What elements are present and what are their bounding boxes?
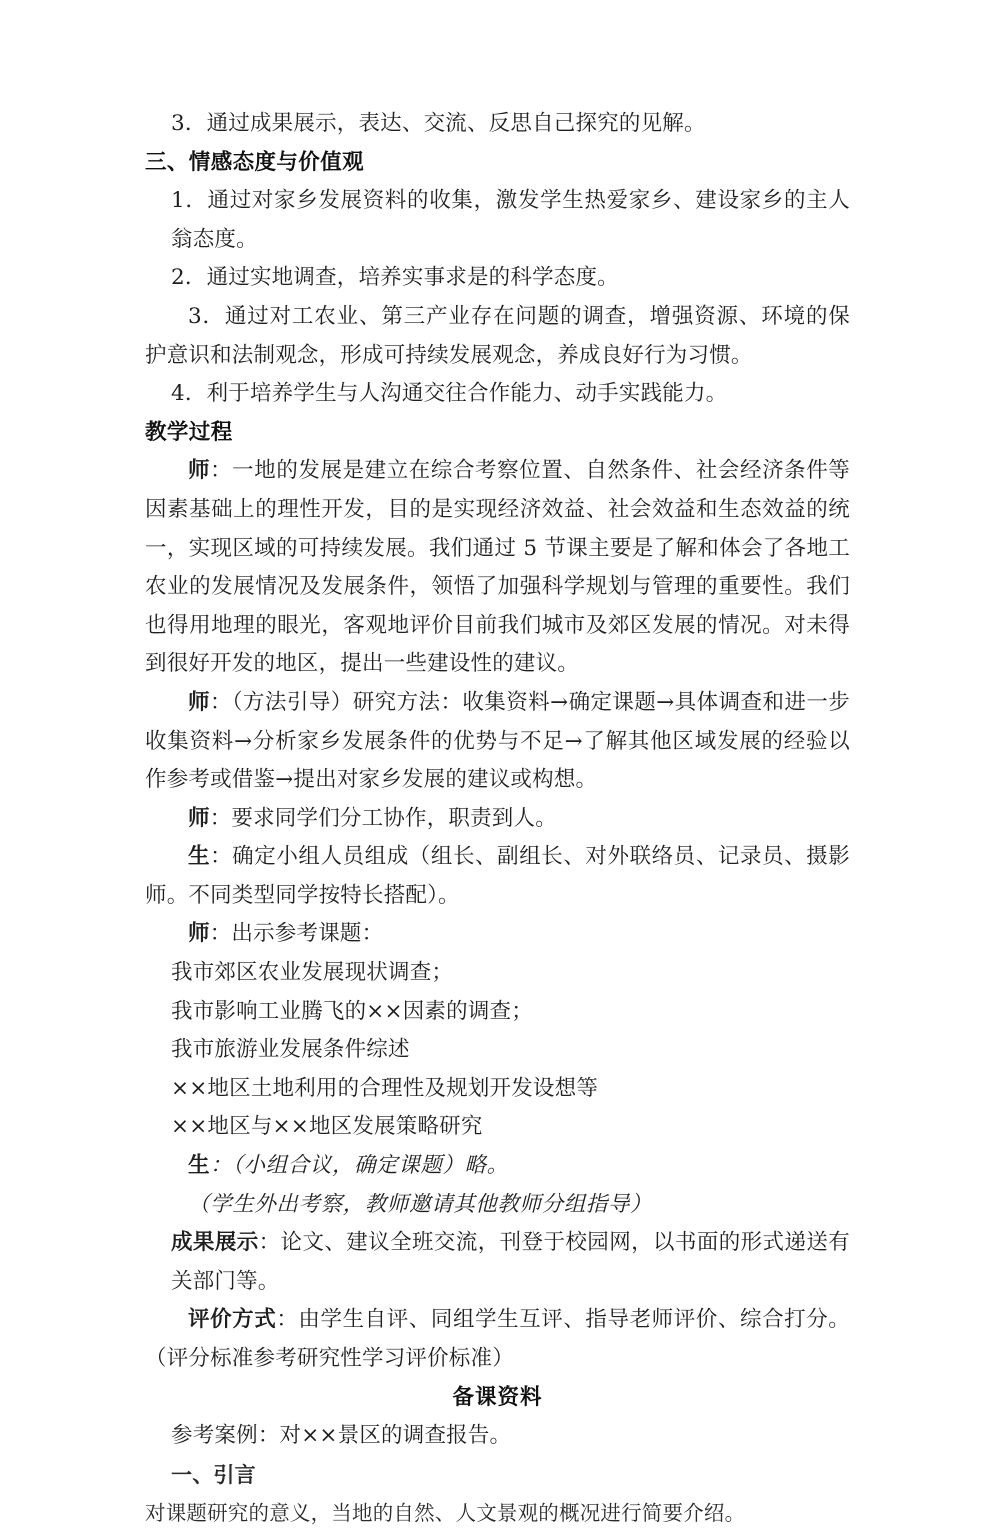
paragraph-student-decide-text: ：（小组合议，确定课题）略。 bbox=[210, 1153, 509, 1179]
paragraph-division-of-labor bbox=[145, 800, 850, 839]
paragraph-show-topics-text: ：出示参考课题： bbox=[209, 921, 384, 947]
paragraph-student-decide bbox=[145, 1147, 850, 1186]
paragraph-research-method-text: ：（方法引导）研究方法：收集资料→确定课题→具体调查和进一步收集资料→分析家乡发展条件的优势与不足→了解其他区域发展的经验以作参考或借鉴→提出对家乡发展的建议或构想。 bbox=[145, 689, 850, 793]
topic-list-item: 我市影响工业腾飞的××因素的调查； bbox=[171, 998, 533, 1024]
paragraph-results-display-text: ：论文、建议全班交流，刊登于校园网，以书面的形式递送有关部门等。 bbox=[171, 1230, 850, 1294]
paragraph-field-trip-note: （学生外出考察，教师邀请其他教师分组指导） bbox=[188, 1191, 653, 1217]
paragraph-division-text: ：要求同学们分工协作，职责到人。 bbox=[209, 805, 557, 831]
paragraph-teacher-intro-text: ：一地的发展是建立在综合考察位置、自然条件、社会经济条件等因素基础上的理性开发，目的是实现经济效益、社会效益和生态效益的统一，实现区域的可持续发展。我们通过 5 节课主要是了解和体会了各地工农业的发展情况及发展条件，领悟了加强科学规划与管理的重要性。我们也得用地理的眼光，客观地评价目前我们城市及郊区发展的情况。对未得到很好开发的地区，提出一些建设性的建议。 bbox=[145, 458, 851, 677]
paragraph-research-method bbox=[145, 684, 850, 800]
attitude-item-4: 4．利于培养学生与人沟通交往合作能力、动手实践能力。 bbox=[171, 381, 728, 407]
section-heading-attitudes: 三、情感态度与价值观 bbox=[145, 149, 365, 175]
label-results-display: 成果展示 bbox=[171, 1230, 259, 1256]
attitude-item-1: 1．通过对家乡发展资料的收集，激发学生热爱家乡、建设家乡的主人翁态度。 bbox=[171, 188, 850, 252]
speaker-label-teacher-division: 师 bbox=[188, 805, 210, 831]
topic-list-item: ××地区与××地区发展策略研究 bbox=[171, 1114, 483, 1140]
attitude-item-3: 3．通过对工农业、第三产业存在问题的调查，增强资源、环境的保护意识和法制观念，形成可持续发展观念，养成良好行为习惯。 bbox=[145, 303, 850, 368]
paragraph-reference-case-text: ：对××景区的调查报告。 bbox=[257, 1423, 512, 1449]
label-reference-case: 参考案例 bbox=[171, 1423, 258, 1449]
speaker-label-teacher: 师 bbox=[188, 458, 211, 484]
paragraph-student-group bbox=[145, 838, 850, 915]
section-heading-prep-materials: 备课资料 bbox=[452, 1384, 543, 1410]
section-heading-introduction: 一、引言 bbox=[171, 1462, 256, 1487]
paragraph-evaluation-method-text: ：由学生自评、同组学生互评、指导老师评价、综合打分。（评分标准参考研究性学习评价标准） bbox=[145, 1307, 851, 1371]
paragraph-student-group-text: ：确定小组人员组成（组长、副组长、对外联络员、记录员、摄影师。不同类型同学按特长搭配）。 bbox=[145, 844, 851, 908]
objective-item-3: 3．通过成果展示，表达、交流、反思自己探究的见解。 bbox=[171, 111, 706, 136]
speaker-label-student-group: 生 bbox=[188, 844, 211, 870]
speaker-label-teacher-topics: 师 bbox=[188, 921, 210, 947]
label-evaluation-method: 评价方式 bbox=[188, 1307, 277, 1333]
document-body bbox=[145, 105, 850, 1533]
paragraph-teacher-intro bbox=[145, 452, 850, 684]
topic-list-item: ××地区土地利用的合理性及规划开发设想等 bbox=[171, 1075, 599, 1101]
paragraph-reference-case bbox=[145, 1417, 850, 1456]
attitude-item-2: 2．通过实地调查，培养实事求是的科学态度。 bbox=[171, 265, 619, 291]
paragraph-results-display bbox=[145, 1224, 850, 1301]
topic-list-item: 我市郊区农业发展现状调查； bbox=[171, 960, 454, 986]
section-heading-teaching-process: 教学过程 bbox=[145, 419, 233, 445]
speaker-label-teacher-method: 师 bbox=[188, 689, 210, 715]
paragraph-show-topics bbox=[145, 915, 850, 954]
paragraph-evaluation-method bbox=[145, 1301, 850, 1378]
topic-list-item: 我市旅游业发展条件综述 bbox=[171, 1037, 410, 1063]
speaker-label-student-decide: 生 bbox=[188, 1153, 211, 1179]
paragraph-introduction-text: 对课题研究的意义，当地的自然、人文景观的概况进行简要介绍。 bbox=[145, 1501, 746, 1526]
